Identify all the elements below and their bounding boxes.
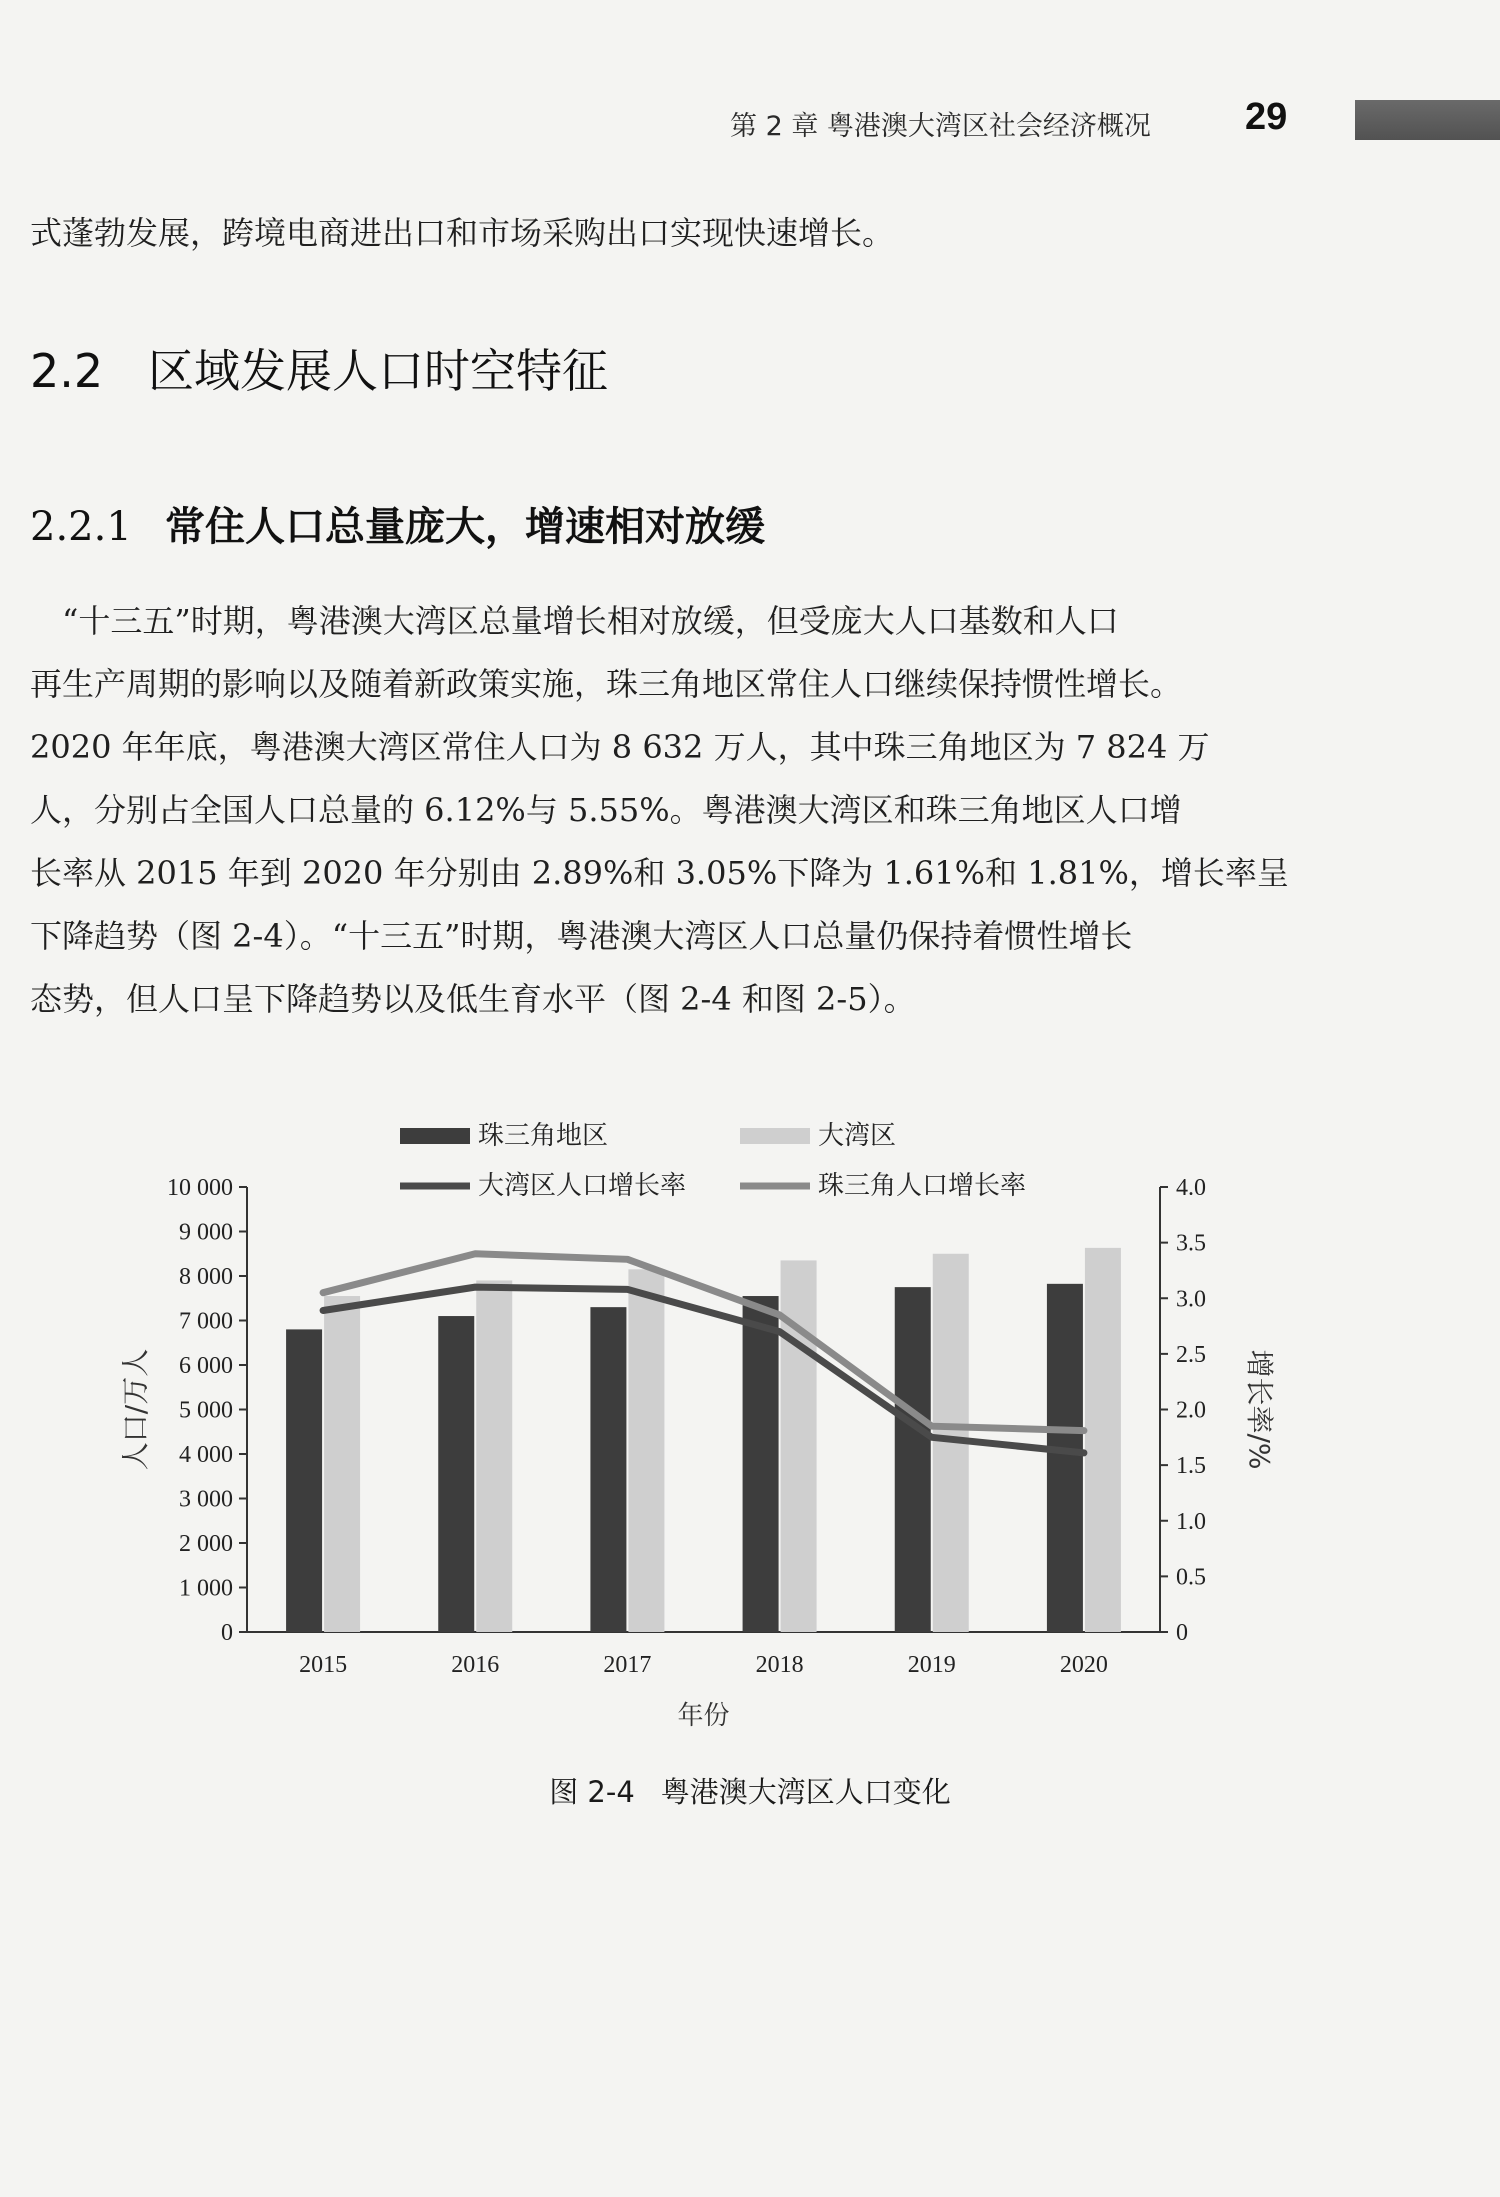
y2-tick-label: 3.0	[1176, 1286, 1206, 1313]
y-axis-label: 人口/万人	[119, 1348, 152, 1471]
y2-tick-label: 2.5	[1176, 1341, 1206, 1368]
legend-label: 大湾区人口增长率	[478, 1171, 687, 1201]
body-paragraph	[30, 590, 1360, 1031]
bar-2017	[590, 1307, 626, 1632]
x-axis-label: 年份	[677, 1701, 730, 1731]
subsection-number: 2.2.1	[30, 504, 132, 550]
page-header	[0, 96, 1500, 156]
bar-2018	[743, 1296, 779, 1632]
paragraph-line: 再生产周期的影响以及随着新政策实施，珠三角地区常住人口继续保持惯性增长。	[30, 665, 1183, 703]
chart-svg	[0, 1110, 1500, 1750]
bar-2019	[895, 1287, 931, 1632]
y-tick-label: 3 000	[179, 1486, 233, 1513]
figure-number: 图 2-4	[549, 1775, 635, 1809]
figure-caption	[0, 1770, 1500, 1811]
bar-2015	[286, 1329, 322, 1632]
y2-tick-label: 4.0	[1176, 1175, 1206, 1201]
x-tick-label: 2016	[451, 1652, 500, 1678]
legend-label: 珠三角地区	[478, 1121, 609, 1151]
legend-label: 珠三角人口增长率	[818, 1171, 1027, 1201]
y-tick-label: 9 000	[179, 1219, 233, 1246]
population-chart	[0, 1110, 1500, 1750]
section-heading	[30, 335, 608, 401]
x-tick-label: 2019	[907, 1652, 956, 1678]
bar-2017	[628, 1269, 664, 1632]
y-tick-label: 5 000	[179, 1397, 233, 1424]
paragraph-line: 下降趋势（图 2-4）。“十三五”时期，粤港澳大湾区人口总量仍保持着惯性增长	[30, 917, 1133, 955]
figure-caption-text: 粤港澳大湾区人口变化	[660, 1775, 951, 1809]
y-tick-label: 6 000	[179, 1353, 233, 1379]
section-title-text: 区域发展人口时空特征	[148, 344, 608, 398]
paragraph-line: “十三五”时期，粤港澳大湾区总量增长相对放缓，但受庞大人口基数和人口	[30, 602, 1119, 640]
legend-swatch	[740, 1128, 810, 1144]
x-tick-label: 2018	[755, 1652, 804, 1678]
y-tick-label: 10 000	[167, 1175, 233, 1201]
legend-label: 大湾区	[818, 1121, 897, 1151]
x-tick-label: 2020	[1059, 1652, 1108, 1678]
paragraph-line: 2020 年年底，粤港澳大湾区常住人口为 8 632 万人，其中珠三角地区为 7 824 万	[30, 728, 1210, 766]
x-tick-label: 2017	[603, 1652, 652, 1678]
y2-tick-label: 0	[1176, 1620, 1188, 1646]
y2-axis-label: 增长率/%	[1243, 1349, 1276, 1470]
paragraph-line: 人，分别占全国人口总量的 6.12%与 5.55%。粤港澳大湾区和珠三角地区人口增	[30, 791, 1182, 829]
x-tick-label: 2015	[299, 1652, 348, 1678]
bar-2020	[1085, 1248, 1121, 1632]
subsection-title-text: 常住人口总量庞大，增速相对放缓	[165, 503, 765, 550]
series-line	[323, 1254, 1084, 1431]
legend-swatch	[400, 1128, 470, 1144]
y-tick-label: 8 000	[179, 1264, 233, 1290]
y-tick-label: 4 000	[179, 1442, 233, 1468]
y2-tick-label: 3.5	[1176, 1230, 1206, 1257]
bar-2015	[324, 1296, 360, 1632]
section-number: 2.2	[30, 344, 104, 398]
y-tick-label: 2 000	[179, 1531, 233, 1557]
y2-tick-label: 0.5	[1176, 1564, 1206, 1591]
intro-line: 式蓬勃发展，跨境电商进出口和市场采购出口实现快速增长。	[30, 214, 895, 252]
header-tab-bar	[1355, 100, 1500, 140]
bar-2020	[1047, 1284, 1083, 1632]
y2-tick-label: 1.5	[1176, 1453, 1206, 1480]
y-tick-label: 1 000	[179, 1575, 233, 1602]
y-tick-label: 7 000	[179, 1308, 233, 1335]
page-number: 29	[1245, 96, 1288, 138]
y2-tick-label: 2.0	[1176, 1397, 1206, 1424]
running-head-chapter: 第 2 章 粤港澳大湾区社会经济概况	[730, 111, 1151, 142]
paragraph-line: 长率从 2015 年到 2020 年分别由 2.89%和 3.05%下降为 1.61%和 1.81%，增长率呈	[30, 854, 1289, 892]
y-tick-label: 0	[221, 1620, 233, 1646]
subsection-heading	[30, 495, 765, 552]
y2-tick-label: 1.0	[1176, 1508, 1206, 1535]
bar-2016	[438, 1316, 474, 1632]
bar-2016	[476, 1280, 512, 1632]
paragraph-line: 态势，但人口呈下降趋势以及低生育水平（图 2-4 和图 2-5）。	[30, 980, 916, 1018]
